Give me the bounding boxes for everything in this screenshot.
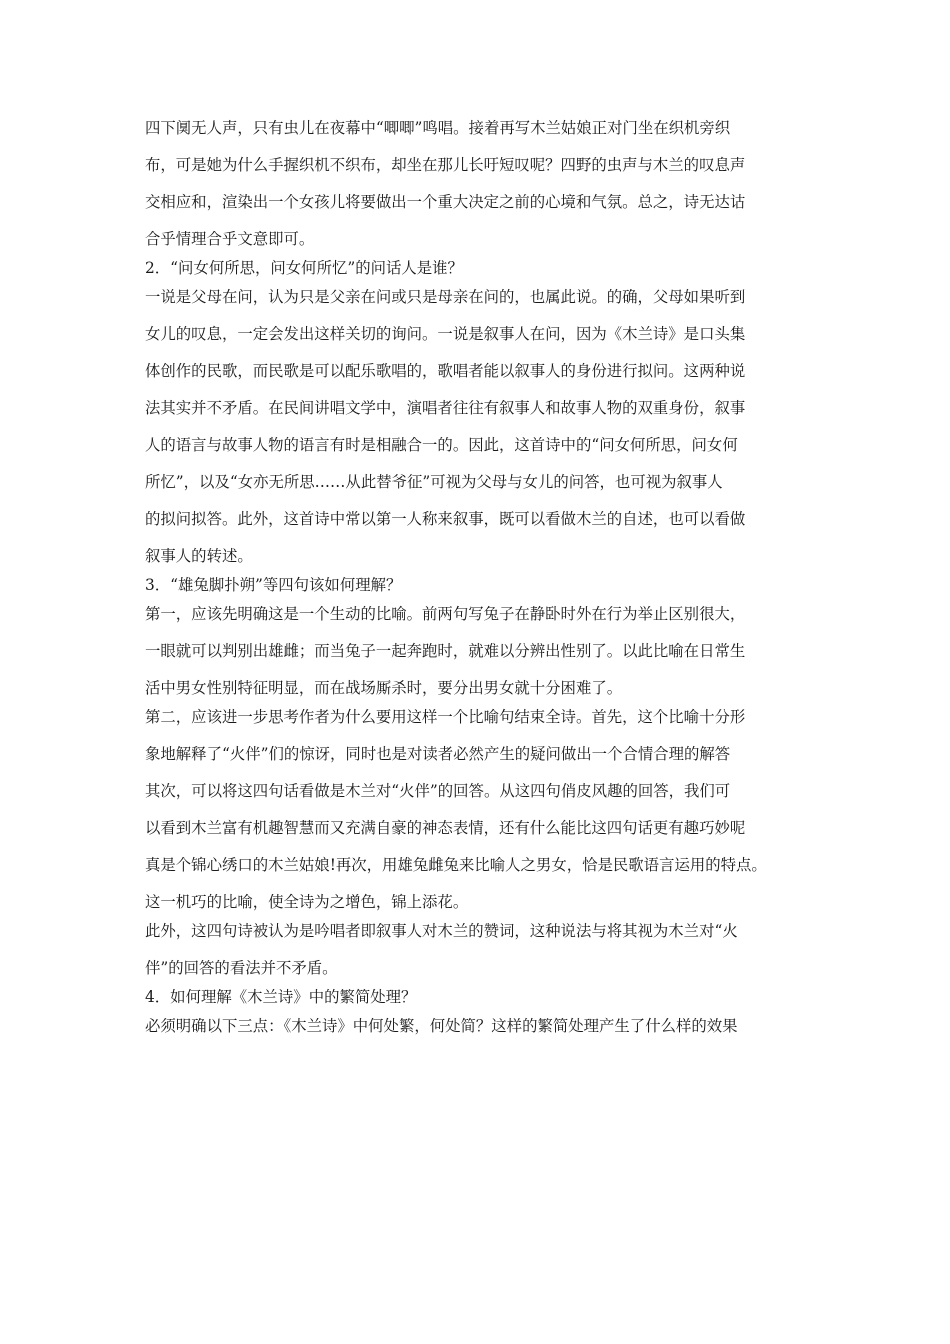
- question-heading: 3．“雄兔脚扑朔”等四句该如何理解？: [145, 576, 402, 594]
- text-line: 必须明确以下三点：《木兰诗》中何处繁，何处简？这样的繁简处理产生了什么样的效果: [145, 1017, 738, 1035]
- text-line: 所忆”，以及“女亦无所思……从此替爷征”可视为父母与女儿的问答，也可视为叙事人: [145, 473, 723, 491]
- question-heading: 2．“问女何所思，问女何所忆”的问话人是谁？: [145, 259, 463, 277]
- text-line: 真是个锦心绣口的木兰姑娘!再次，用雄兔雌兔来比喻人之男女，恰是民歌语言运用的特点。: [145, 856, 767, 874]
- text-line: 象地解释了“火伴”们的惊讶，同时也是对读者必然产生的疑问做出一个合情合理的解答: [145, 745, 731, 763]
- text-line: 以看到木兰富有机趣智慧而又充满自豪的神态表情，还有什么能比这四句话更有趣巧妙呢: [145, 819, 746, 837]
- text-line: 四下阒无人声，只有虫儿在夜幕中“唧唧”鸣唱。接着再写木兰姑娘正对门坐在织机旁织: [145, 119, 731, 137]
- text-line: 其次，可以将这四句话看做是木兰对“火伴”的回答。从这四句俏皮风趣的回答，我们可: [145, 782, 731, 800]
- text-line: 布，可是她为什么手握织机不织布，却坐在那儿长吁短叹呢？四野的虫声与木兰的叹息声: [145, 156, 746, 174]
- text-line: 活中男女性别特征明显，而在战场厮杀时，要分出男女就十分困难了。: [145, 679, 623, 697]
- question-heading: 4．如何理解《木兰诗》中的繁简处理？: [145, 988, 417, 1006]
- text-line: 一眼就可以判别出雄雌；而当兔子一起奔跑时，就难以分辨出性别了。以此比喻在日常生: [145, 642, 746, 660]
- text-line: 伴”的回答的看法并不矛盾。: [145, 959, 338, 977]
- text-line: 此外，这四句诗被认为是吟唱者即叙事人对木兰的赞词，这种说法与将其视为木兰对“火: [145, 922, 738, 940]
- text-line: 这一机巧的比喻，使全诗为之增色，锦上添花。: [145, 893, 469, 911]
- text-line: 第二，应该进一步思考作者为什么要用这样一个比喻句结束全诗。首先，这个比喻十分形: [145, 708, 746, 726]
- text-line: 的拟问拟答。此外，这首诗中常以第一人称来叙事，既可以看做木兰的自述，也可以看做: [145, 510, 746, 528]
- text-line: 人的语言与故事人物的语言有时是相融合一的。因此，这首诗中的“问女何所思，问女何: [145, 436, 738, 454]
- text-line: 第一，应该先明确这是一个生动的比喻。前两句写兔子在静卧时外在行为举止区别很大，: [145, 605, 746, 623]
- text-line: 一说是父母在问，认为只是父亲在问或只是母亲在问的，也属此说。的确，父母如果听到: [145, 288, 746, 306]
- text-line: 女儿的叹息，一定会发出这样关切的询问。一说是叙事人在问，因为《木兰诗》是口头集: [145, 325, 746, 343]
- text-line: 交相应和，渲染出一个女孩儿将要做出一个重大决定之前的心境和气氛。总之，诗无达诂: [145, 193, 746, 211]
- text-line: 合乎情理合乎文意即可。: [145, 230, 315, 248]
- text-line: 体创作的民歌，而民歌是可以配乐歌唱的，歌唱者能以叙事人的身份进行拟问。这两种说: [145, 362, 746, 380]
- text-line: 法其实并不矛盾。在民间讲唱文学中，演唱者往往有叙事人和故事人物的双重身份，叙事: [145, 399, 746, 417]
- text-block: [145, 118, 825, 1053]
- text-line: 叙事人的转述。: [145, 547, 253, 565]
